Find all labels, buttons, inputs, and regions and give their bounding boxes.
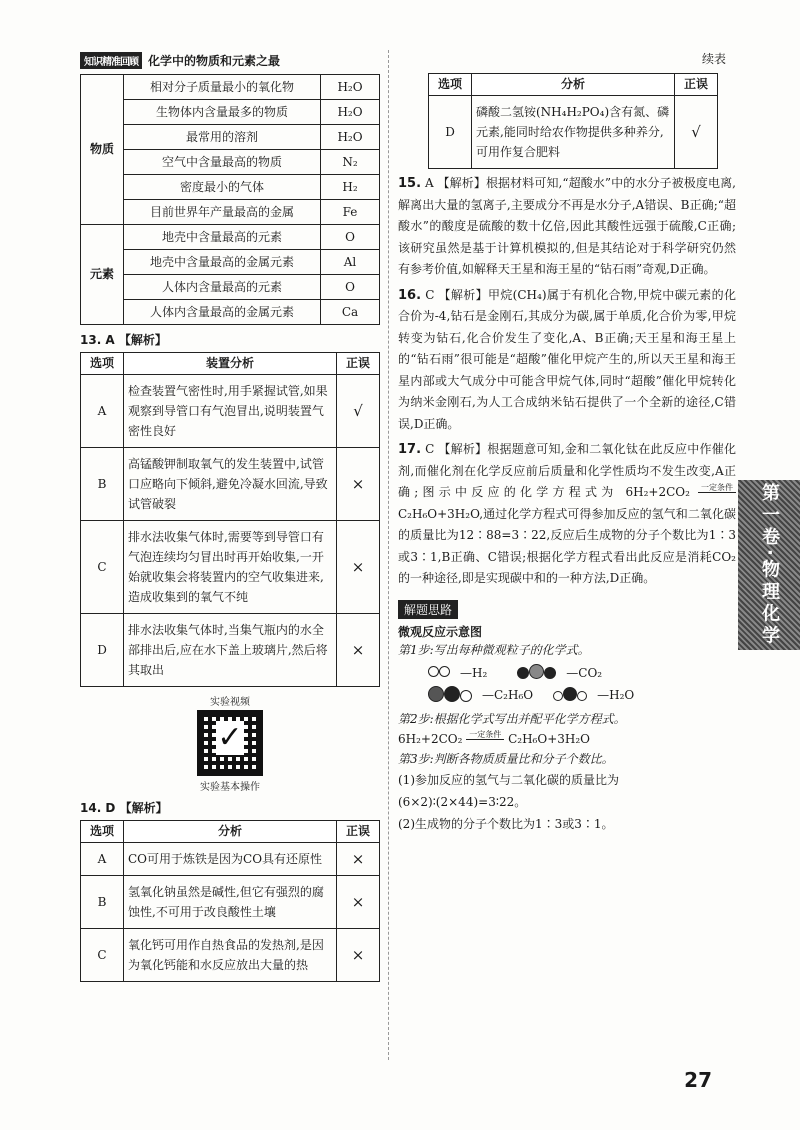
equation [398,729,736,749]
group-label: 元素 [81,225,124,325]
row-desc: 人体内含量最高的金属元素 [124,300,321,325]
row-desc: 地壳中含量最高的元素 [124,225,321,250]
row-desc: 空气中含量最高的物质 [124,150,321,175]
column-header: 选项 [81,821,124,843]
column-header: 选项 [81,353,124,375]
co2-label: —CO₂ [566,665,603,680]
row-value: O [321,225,380,250]
table-row [81,614,380,687]
group-label: 物质 [81,75,124,225]
option-label: B [81,876,124,929]
option-label: C [81,929,124,982]
option-label: C [81,521,124,614]
q17-text-1: C 【解析】根据题意可知,金和二氧化钛在此反应中作催化剂,而催化剂在化学反应前后质量和化学性质均不发生改变,A正确;图示中反应的化学方程式为 6H₂+2CO₂ [398,442,736,499]
step3: 第3步:判断各物质质量比和分子个数比。 [398,751,614,766]
qr-block [80,693,380,793]
table-row [81,521,380,614]
row-value: O [321,275,380,300]
row-value: Ca [321,300,380,325]
step1: 第1步:写出每种微观粒子的化学式。 [398,642,590,657]
q16 [398,285,736,436]
co2-molecule-icon [517,664,556,682]
option-analysis: CO可用于炼铁是因为CO具有还原性 [124,843,337,876]
option-analysis: 排水法收集气体时,需要等到导管口有气泡连续均匀冒出时再开始收集,一开始就收集会将装置内的空气收集进来,造成收集到的氧气不纯 [124,521,337,614]
column-header: 选项 [429,74,472,96]
option-label: A [81,843,124,876]
column-header: 装置分析 [124,353,337,375]
table-row [81,225,380,250]
q16-number: 16. [398,287,422,303]
row-desc: 最常用的溶剂 [124,125,321,150]
table-row [81,300,380,325]
step2: 第2步:根据化学式写出并配平化学方程式。 [398,711,626,726]
row-desc: 人体内含量最高的元素 [124,275,321,300]
judgement-mark: × [337,929,380,982]
q13-title: 13. A 【解析】 [80,333,167,347]
table-row [81,448,380,521]
table-row [81,100,380,125]
column-divider [388,50,389,1060]
table-row [81,200,380,225]
eq-left: 6H₂+2CO₂ [398,731,463,746]
solution-line-3: (2)生成物的分子个数比为1∶3或3∶1。 [398,816,614,831]
option-label: A [81,375,124,448]
ethanol-label: —C₂H₆O [482,688,534,702]
q13-table [80,352,380,687]
column-header: 分析 [124,821,337,843]
table-row [81,175,380,200]
row-desc: 目前世界年产量最高的金属 [124,200,321,225]
judgement-mark: × [337,448,380,521]
eq-right: C₂H₆O+3H₂O [508,731,591,746]
option-label: D [429,96,472,169]
row-value: Fe [321,200,380,225]
qr-code[interactable] [197,710,263,776]
ethanol-molecule-icon [428,686,472,705]
option-analysis: 排水法收集气体时,当集气瓶内的水全部排出后,应在水下盖上玻璃片,然后将其取出 [124,614,337,687]
row-value: H₂O [321,75,380,100]
option-analysis: 高锰酸钾制取氧气的发生装置中,试管口应略向下倾斜,避免冷凝水回流,导致试管破裂 [124,448,337,521]
q14-cont-table [428,73,718,169]
option-analysis: 氢氧化钠虽然是碱性,但它有强烈的腐蚀性,不可用于改良酸性土壤 [124,876,337,929]
q15 [398,173,736,281]
side-tab: 第一卷·物理化学 [738,480,800,650]
judgement-mark: √ [675,96,718,169]
option-analysis: 检查装置气密性时,用手紧握试管,如果观察到导管口有气泡冒出,说明装置气密性良好 [124,375,337,448]
h2-molecule-icon [428,666,450,680]
row-desc: 地壳中含量最高的金属元素 [124,250,321,275]
header-row [429,74,718,96]
section-badge: 知识精准回顾 [80,52,142,69]
row-value: H₂O [321,125,380,150]
header-row [81,821,380,843]
solution-line-1: (1)参加反应的氢气与二氧化碳的质量比为 [398,772,619,787]
column-header: 分析 [472,74,675,96]
q15-number: 15. [398,176,422,191]
table-row [81,275,380,300]
option-label: D [81,614,124,687]
table-row [81,876,380,929]
q16-text: C 【解析】甲烷(CH₄)属于有机化合物,甲烷中碳元素的化合价为-4,钻石是金刚石,其成分为碳,属于单质,化合价为零,甲烷转变为钻石,化合价发生了变化,A、B正确;天王星和海王星上的“钻石雨”很可能是“超酸”催化甲烷产生的,所以天王星和海王星内部或大气成分中可能含甲烷气体,同时“超酸”催化甲烷转化为纳米金刚石,为人工合成纳米钻石提供了一个全新的途径,C错误,D正确。 [398,287,736,431]
column-header: 正误 [337,821,380,843]
molecule-row-2 [428,686,736,705]
solution-line-2: (6×2)∶(2×44)=3∶22。 [398,794,527,809]
row-desc: 密度最小的气体 [124,175,321,200]
section-title: 化学中的物质和元素之最 [148,53,281,68]
column-header: 正误 [675,74,718,96]
q17-condition: 一定条件 [698,483,736,493]
qr-bottom-label: 实验基本操作 [200,782,260,793]
option-analysis: 氧化钙可用作自热食品的发热剂,是因为氧化钙能和水反应放出大量的热 [124,929,337,982]
column-header: 正误 [337,353,380,375]
header-row [81,353,380,375]
table-row [81,150,380,175]
judgement-mark: √ [337,375,380,448]
judgement-mark: × [337,843,380,876]
table-row [81,375,380,448]
row-desc: 相对分子质量最小的氧化物 [124,75,321,100]
h2-label: —H₂ [460,665,488,680]
page-number: 27 [684,1068,712,1092]
q17-number: 17. [398,442,422,457]
table-row [81,843,380,876]
table-row [81,929,380,982]
solution-subtitle: 微观反应示意图 [398,624,483,639]
row-value: H₂ [321,175,380,200]
h2o-molecule-icon [553,687,587,704]
judgement-mark: × [337,521,380,614]
table-row [81,125,380,150]
table-row [429,96,718,169]
row-desc: 生物体内含量最多的物质 [124,100,321,125]
row-value: N₂ [321,150,380,175]
molecule-row-1 [428,664,736,682]
right-column [398,0,736,835]
top-table [80,74,380,325]
eq-condition: 一定条件 [466,730,504,740]
q14-table [80,820,380,982]
table-row [81,250,380,275]
h2o-label: —H₂O [597,688,635,702]
row-value: H₂O [321,100,380,125]
q17-text-2: C₂H₆O+3H₂O,通过化学方程式可得参加反应的氢气和二氧化碳的质量比为12∶88=3∶22,反应后生成物的分子个数比为1∶3或3∶1,B正确、C错误;根据化学方程式看出此反应是消耗CO₂的一种途径,即是实现碳中和的一种方法,D正确。 [398,506,736,585]
section-header [80,50,380,70]
q14-title: 14. D 【解析】 [80,801,168,815]
option-label: B [81,448,124,521]
q17 [398,439,736,590]
left-column [80,0,380,982]
q15-text: A 【解析】根据材料可知,“超酸水”中的水分子被极度电离,解离出大量的氢离子,主要成分不再是水分子,A错误、B正确;“超酸水”的酸度是硫酸的数十亿倍,因此其酸性远强于硫酸,C正确;该研究虽然是基于计算机模拟的,但是其结论对于科学研究仍然有参考价值,如解释天王星和海王星的“钻石雨”奇观,D正确。 [398,176,736,276]
judgement-mark: × [337,876,380,929]
option-analysis: 磷酸二氢铵(NH₄H₂PO₄)含有氮、磷元素,能同时给农作物提供多种养分,可用作复合肥料 [472,96,675,169]
solution-badge: 解题思路 [398,600,458,619]
continued-label: 续表 [701,52,726,66]
judgement-mark: × [337,614,380,687]
row-value: Al [321,250,380,275]
table-row [81,75,380,100]
qr-top-label: 实验视频 [210,697,250,708]
